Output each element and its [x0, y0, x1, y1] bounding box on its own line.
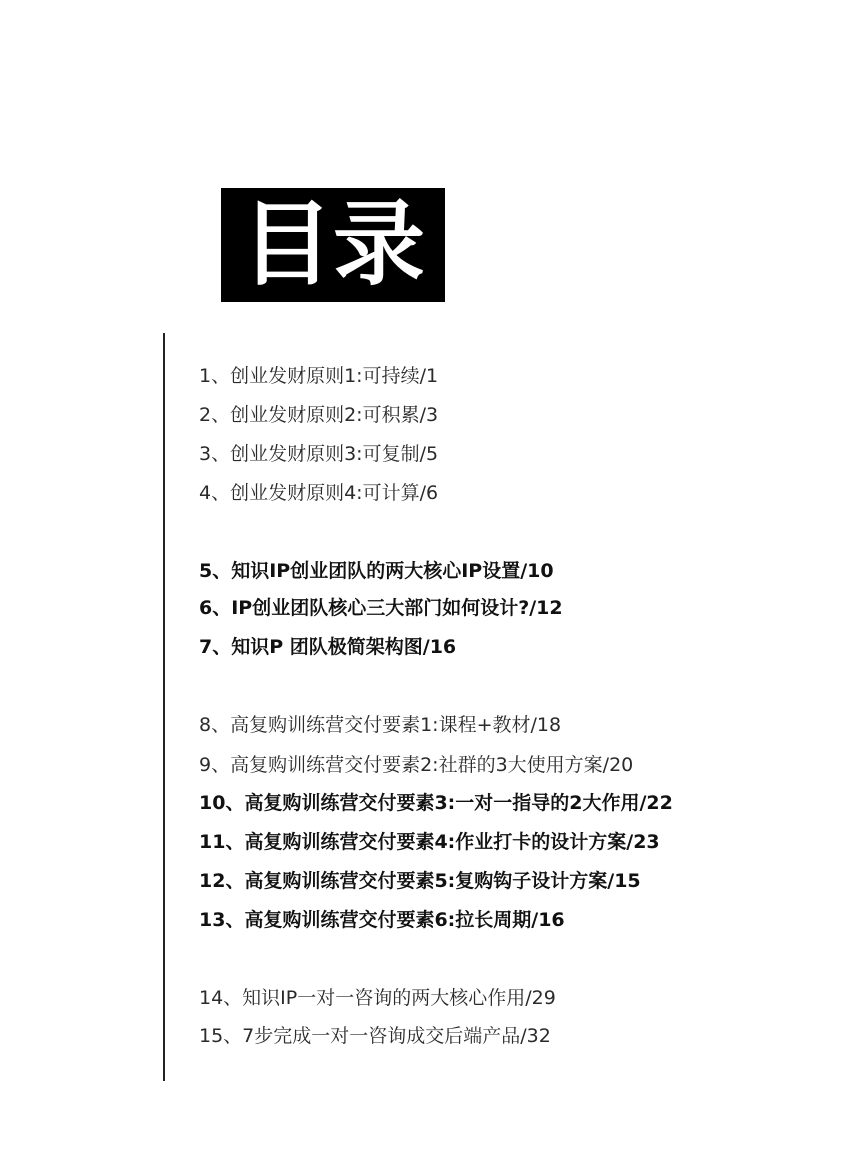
- toc-item-2[interactable]: 2、创业发财原则2:可积累/3: [199, 404, 439, 426]
- toc-item-12[interactable]: 12、高复购训练营交付要素5:复购钩子设计方案/15: [199, 870, 641, 892]
- toc-item-7[interactable]: 7、知识P 团队极简架构图/16: [199, 636, 457, 658]
- toc-item-4[interactable]: 4、创业发财原则4:可计算/6: [199, 482, 439, 504]
- page-title: 目录: [221, 188, 445, 302]
- toc-item-11[interactable]: 11、高复购训练营交付要素4:作业打卡的设计方案/23: [199, 831, 660, 853]
- vertical-divider: [163, 333, 165, 1081]
- toc-item-9[interactable]: 9、高复购训练营交付要素2:社群的3大使用方案/20: [199, 754, 634, 776]
- toc-item-14[interactable]: 14、知识IP一对一咨询的两大核心作用/29: [199, 987, 556, 1009]
- toc-item-5[interactable]: 5、知识IP创业团队的两大核心IP设置/10: [199, 560, 554, 582]
- toc-item-1[interactable]: 1、创业发财原则1:可持续/1: [199, 365, 439, 387]
- toc-item-6[interactable]: 6、IP创业团队核心三大部门如何设计?/12: [199, 597, 563, 619]
- toc-item-3[interactable]: 3、创业发财原则3:可复制/5: [199, 443, 439, 465]
- toc-item-8[interactable]: 8、高复购训练营交付要素1:课程+教材/18: [199, 714, 562, 736]
- toc-item-15[interactable]: 15、7步完成一对一咨询成交后端产品/32: [199, 1025, 551, 1047]
- toc-item-13[interactable]: 13、高复购训练营交付要素6:拉长周期/16: [199, 909, 565, 931]
- toc-item-10[interactable]: 10、高复购训练营交付要素3:一对一指导的2大作用/22: [199, 792, 673, 814]
